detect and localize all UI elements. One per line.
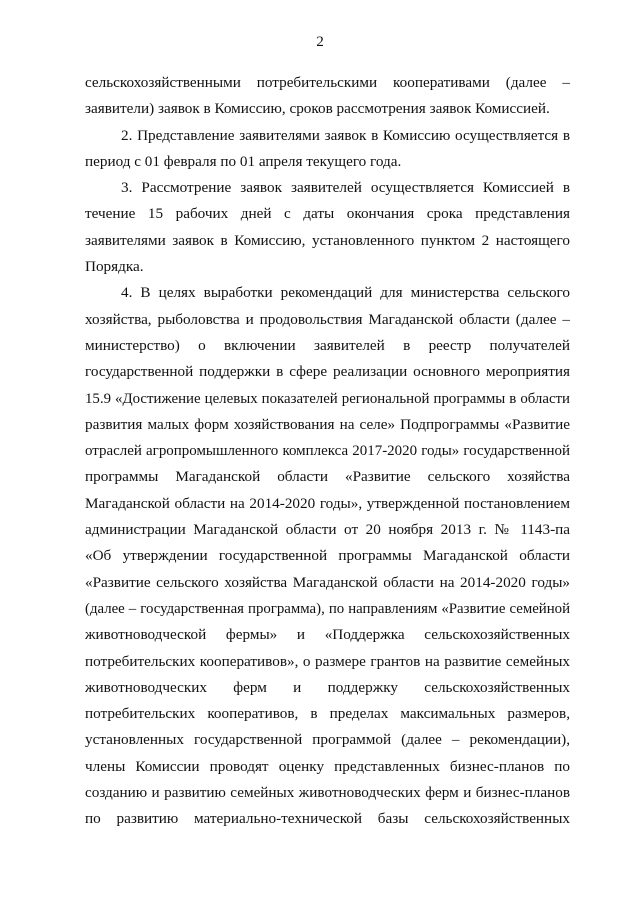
text-line: Порядка.	[85, 258, 144, 276]
text-line: заявители) заявок в Комиссию, сроков рассмотрения заявок Комиссией.	[85, 100, 550, 118]
text-line: 3. Рассмотрение заявок заявителей осуществляется Комиссией в	[121, 179, 570, 197]
text-line: потребительских кооперативов, в пределах максимальных размеров,	[85, 705, 570, 723]
text-line: министерство) о включении заявителей в реестр получателей	[85, 336, 570, 354]
text-line: по развитию материально-технической базы сельскохозяйственных	[85, 810, 570, 828]
text-line: период с 01 февраля по 01 апреля текущего года.	[85, 152, 402, 170]
paragraph	[85, 280, 570, 832]
text-line: «Развитие сельского хозяйства Магаданской области на 2014-2020 годы»	[85, 573, 570, 591]
text-line: администрации Магаданской области от 20 ноября 2013 г. № 1143-па	[85, 521, 570, 539]
text-line: установленных государственной программой (далее – рекомендации),	[85, 731, 570, 749]
text-line: государственной поддержки в сфере реализации основного мероприятия	[85, 363, 570, 381]
text-line: 15.9 «Достижение целевых показателей региональной программы в области	[85, 390, 570, 407]
text-line: Магаданской области на 2014-2020 годы», утвержденной постановлением	[85, 494, 570, 512]
document-body	[85, 70, 570, 833]
text-line: заявителями заявок в Комиссию, установленного пунктом 2 настоящего	[85, 231, 570, 249]
text-line: программы Магаданской области «Развитие сельского хозяйства	[85, 468, 570, 486]
text-line: животноводческой фермы» и «Поддержка сельскохозяйственных	[85, 626, 570, 644]
text-line: 4. В целях выработки рекомендаций для министерства сельского	[121, 284, 570, 302]
text-line: развития малых форм хозяйствования на селе» Подпрограммы «Развитие	[85, 415, 570, 433]
text-line: 2. Представление заявителями заявок в Комиссию осуществляется в	[121, 126, 570, 144]
text-line: течение 15 рабочих дней с даты окончания срока представления	[85, 205, 570, 223]
text-line: хозяйства, рыболовства и продовольствия Магаданской области (далее –	[85, 310, 570, 328]
page-number: 2	[316, 33, 324, 50]
text-line: сельскохозяйственными потребительскими кооперативами (далее –	[85, 74, 570, 91]
text-line: «Об утверждении государственной программы Магаданской области	[85, 547, 570, 565]
paragraph	[85, 175, 570, 280]
text-line: потребительских кооперативов», о размере грантов на развитие семейных	[85, 652, 570, 670]
text-line: (далее – государственная программа), по направлениям «Развитие семейной	[85, 600, 570, 617]
text-line: члены Комиссии проводят оценку представленных бизнес-планов по	[85, 757, 570, 775]
text-line: животноводческих ферм и поддержку сельскохозяйственных	[85, 678, 570, 696]
paragraph	[85, 123, 570, 176]
text-line: отраслей агропромышленного комплекса 2017-2020 годы» государственной	[85, 443, 570, 460]
text-line: созданию и развитию семейных животноводческих ферм и бизнес-планов	[85, 784, 570, 802]
paragraph	[85, 70, 570, 123]
